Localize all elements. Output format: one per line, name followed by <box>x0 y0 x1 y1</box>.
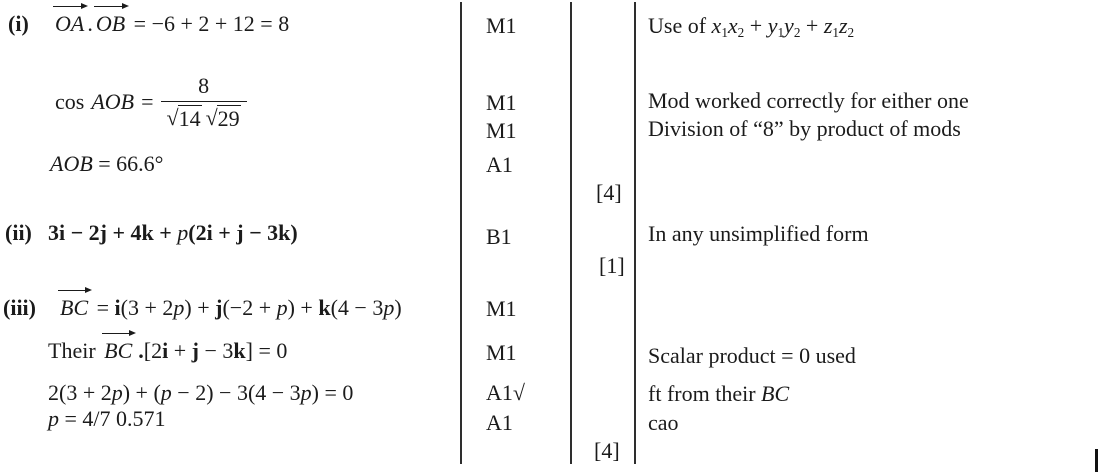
math-segment: x <box>711 13 722 38</box>
working-iii-line2 <box>48 338 287 364</box>
comment-use-of <box>648 13 854 39</box>
math-segment: = <box>91 295 115 320</box>
part-label-ii: (ii) <box>5 220 32 245</box>
math-segment: AOB <box>91 89 135 114</box>
math-segment: + <box>168 338 192 363</box>
subscript: 1 <box>777 24 785 40</box>
subscript: 2 <box>737 24 745 40</box>
fraction-denominator <box>161 101 247 132</box>
math-segment: ] = 0 <box>245 338 288 363</box>
math-segment: p <box>111 380 123 405</box>
math-segment: + <box>744 13 768 38</box>
square-root <box>206 105 241 132</box>
math-segment: p <box>177 220 189 245</box>
mark-i-m2: M1 <box>486 90 517 115</box>
math-segment: ) + <box>287 295 319 320</box>
math-segment: = −6 + 2 + 12 = 8 <box>128 11 290 36</box>
working-iii-line3 <box>48 380 353 406</box>
total-iii: [4] <box>594 438 620 463</box>
comment-division: Division of “8” by product of mods <box>648 116 961 141</box>
mark-iii-m2: M1 <box>486 340 517 365</box>
mark-i-m1: M1 <box>486 13 517 38</box>
subscript: 2 <box>793 24 801 40</box>
mark-iii-a1: A1 <box>486 410 513 435</box>
math-segment: cos <box>55 89 85 114</box>
vector-bc: BC <box>101 338 135 364</box>
square-root <box>167 105 202 132</box>
math-segment: i <box>114 295 121 320</box>
math-segment: [2 <box>143 338 163 363</box>
mark-iii-m1: M1 <box>486 296 517 321</box>
subscript: 1 <box>721 24 728 40</box>
radicand: 29 <box>217 105 240 131</box>
fraction <box>161 73 247 132</box>
math-segment: p <box>48 406 59 431</box>
fraction-numerator: 8 <box>198 72 210 98</box>
working-i-line1 <box>52 11 289 37</box>
math-segment: (3 + 2 <box>120 295 174 320</box>
working-i-line2 <box>55 70 247 134</box>
vector-ob: OB <box>93 11 128 37</box>
part-label-iii: (iii) <box>3 295 36 320</box>
math-segment: j <box>191 338 199 363</box>
mark-i-a1: A1 <box>486 152 513 177</box>
column-divider-marks-totals <box>570 2 572 464</box>
math-segment: + <box>800 13 824 38</box>
comment-mod-worked: Mod worked correctly for either one <box>648 88 969 113</box>
math-segment: ) = 0 <box>311 380 354 405</box>
part-label-i: (i) <box>8 11 29 36</box>
math-segment: y <box>767 13 778 38</box>
math-segment: . <box>138 338 144 363</box>
math-segment: BC <box>761 381 790 406</box>
math-segment: ) <box>394 295 402 320</box>
math-segment: (−2 + <box>222 295 277 320</box>
total-ii: [1] <box>599 253 625 278</box>
math-segment: z <box>823 13 833 38</box>
comment-cao: cao <box>648 410 679 435</box>
column-divider-totals-comments <box>634 2 636 464</box>
mark-ii-b1: B1 <box>486 224 512 249</box>
subscript: 1 <box>832 24 839 40</box>
math-segment: = <box>141 89 154 114</box>
math-segment: p <box>276 295 288 320</box>
comment-scalar-product: Scalar product = 0 used <box>648 343 856 368</box>
math-segment: = 66.6° <box>92 151 164 176</box>
cursor-artifact <box>1095 449 1098 472</box>
math-segment: − 3 <box>198 338 234 363</box>
math-segment: ) + ( <box>122 380 161 405</box>
math-segment: p <box>300 380 312 405</box>
math-segment: p <box>173 295 185 320</box>
mark-i-m3: M1 <box>486 118 517 143</box>
math-segment: j <box>215 295 223 320</box>
math-segment: − 2) − 3(4 − 3 <box>171 380 301 405</box>
math-segment: p <box>160 380 172 405</box>
radicand: 14 <box>178 105 201 131</box>
math-segment: k <box>233 338 246 363</box>
math-segment: (2i + j − 3k) <box>188 220 298 245</box>
comment-unsimplified: In any unsimplified form <box>648 221 869 246</box>
vector-oa: OA <box>52 11 87 37</box>
math-segment: x <box>727 13 738 38</box>
math-segment: y <box>784 13 794 38</box>
math-segment: z <box>838 13 848 38</box>
working-iii-line1 <box>57 295 402 321</box>
subscript: 2 <box>847 24 855 40</box>
text-segment: Use of <box>648 13 712 38</box>
total-i: [4] <box>596 180 622 205</box>
math-segment: 2(3 + 2 <box>48 380 112 405</box>
math-segment: (4 − 3 <box>330 295 384 320</box>
math-segment: ) + <box>184 295 216 320</box>
radical-sign: √ <box>166 104 179 130</box>
comment-ft-from-bc <box>648 381 789 407</box>
math-segment: i <box>162 338 169 363</box>
math-segment: = 4/7 0.571 <box>59 406 166 431</box>
math-segment: p <box>383 295 395 320</box>
working-iii-line4 <box>48 406 166 432</box>
mark-iii-a1ft: A1√ <box>486 380 525 405</box>
math-segment: 3i − 2j + 4k + <box>48 220 178 245</box>
math-segment: . <box>87 11 93 36</box>
radical-sign: √ <box>205 104 218 130</box>
text-segment: ft from their <box>648 381 762 406</box>
working-ii-line1 <box>48 220 298 246</box>
math-segment: k <box>318 295 331 320</box>
math-segment: Their <box>48 338 102 363</box>
math-segment: AOB <box>50 151 93 176</box>
vector-bc: BC <box>57 295 91 321</box>
working-i-line3 <box>50 151 163 177</box>
column-divider-working-marks <box>460 2 462 464</box>
